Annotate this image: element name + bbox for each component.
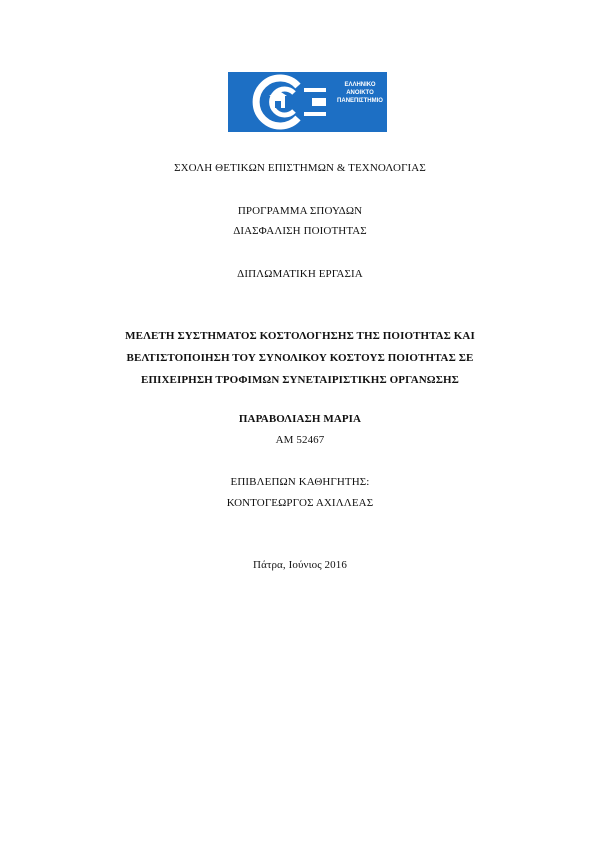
- program-name: ΔΙΑΣΦΑΛΙΣΗ ΠΟΙΟΤΗΤΑΣ: [233, 225, 367, 237]
- place-date: Πάτρα, Ιούνιος 2016: [253, 559, 347, 571]
- logo-line-1: ΕΛΛΗΝΙΚΟ: [344, 82, 376, 88]
- university-logo: [228, 72, 387, 132]
- thesis-title-line-2: ΒΕΛΤΙΣΤΟΠΟΙΗΣΗ ΤΟΥ ΣΥΝΟΛΙΚΟΥ ΚΟΣΤΟΥΣ ΠΟΙΟΤΗΤΑΣ ΣΕ: [126, 352, 474, 364]
- thesis-title: [90, 325, 510, 391]
- supervisor-name: ΚΟΝΤΟΓΕΩΡΓΟΣ ΑΧΙΛΛΕΑΣ: [226, 497, 374, 509]
- supervisor-label: ΕΠΙΒΛΕΠΩΝ ΚΑΘΗΓΗΤΗΣ:: [230, 476, 370, 488]
- school-name: ΣΧΟΛΗ ΘΕΤΙΚΩΝ ΕΠΙΣΤΗΜΩΝ & ΤΕΧΝΟΛΟΓΙΑΣ: [174, 162, 426, 174]
- author-id: ΑΜ 52467: [275, 434, 325, 446]
- document-type: ΔΙΠΛΩΜΑΤΙΚΗ ΕΡΓΑΣΙΑ: [237, 268, 363, 280]
- program-label: ΠΡΟΓΡΑΜΜΑ ΣΠΟΥΔΩΝ: [237, 205, 363, 217]
- author-name: ΠΑΡΑΒΟΛΙΑΣΗ ΜΑΡΙΑ: [238, 413, 362, 425]
- logo-line-3: ΠΑΝΕΠΙΣΤΗΜΙΟ: [337, 98, 383, 104]
- thesis-title-line-1: ΜΕΛΕΤΗ ΣΥΣΤΗΜΑΤΟΣ ΚΟΣΤΟΛΟΓΗΣΗΣ ΤΗΣ ΠΟΙΟΤΗΤΑΣ ΚΑΙ: [125, 330, 475, 342]
- logo-wordmark: [336, 81, 384, 105]
- thesis-title-line-3: ΕΠΙΧΕΙΡΗΣΗ ΤΡΟΦΙΜΩΝ ΣΥΝΕΤΑΙΡΙΣΤΙΚΗΣ ΟΡΓΑΝΩΣΗΣ: [141, 374, 459, 386]
- university-emblem-icon: [228, 72, 336, 132]
- logo-line-2: ΑΝΟΙΚΤΟ: [346, 90, 374, 96]
